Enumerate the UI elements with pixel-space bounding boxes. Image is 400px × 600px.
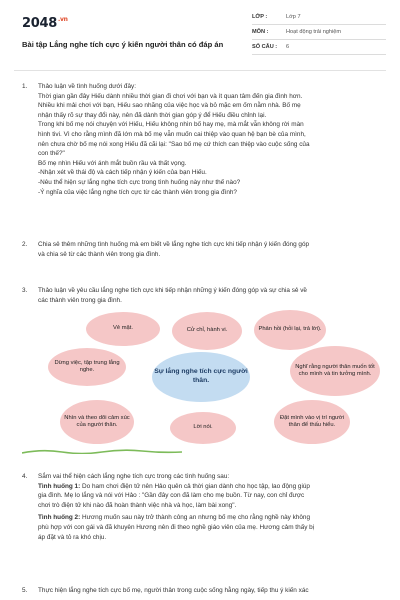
question-line: Thời gian gần đây Hiếu dành nhiều thời gian đi chơi với bạn và ít quan tâm đến gia đình hơn. — [38, 92, 303, 100]
question-body — [38, 240, 382, 259]
page-title: Bài tập Lắng nghe tích cực ý kiến người thân có đáp án — [22, 40, 224, 49]
info-value: Lớp 7 — [286, 14, 301, 20]
mindmap-node: Dừng việc, tập trung lắng nghe. — [48, 348, 126, 386]
question-line: -Nhận xét về thái độ và cách tiếp nhận ý kiến của bạn Hiếu. — [38, 169, 207, 177]
info-row-count — [252, 40, 386, 55]
question-line: gia đình. Mẹ lo lắng và nói với Hảo : "Gần đây con đã làm cho mẹ buồn. Từ nay, con chỉ được — [38, 492, 305, 500]
situation-text: Hương muốn sau này trở thành công an nhưng bố mẹ cho rằng nghề này không — [80, 514, 311, 522]
question-2 — [22, 240, 382, 259]
mindmap-center: Sự lắng nghe tích cực người thân. — [152, 352, 250, 402]
question-3 — [22, 286, 382, 305]
question-5 — [22, 586, 382, 596]
question-1 — [22, 82, 382, 197]
question-number: 3. — [22, 287, 28, 294]
mindmap-node: Vẻ mặt. — [86, 312, 160, 346]
question-line: Thực hiện lắng nghe tích cực bố mẹ, người thân trong cuộc sống hằng ngày, tiếp thu ý kiến xác — [38, 587, 309, 594]
question-line: -Nêu thể hiện sự lắng nghe tích cực trong tình huống này như thế nào? — [38, 178, 241, 186]
question-line: phù hợp với con gái và đã khuyên Hương nên đi theo nghề giáo viên của mẹ. Hương cảm thấy bị — [38, 523, 315, 531]
info-key: LỚP : — [252, 14, 268, 20]
logo-suffix: .vn — [57, 16, 68, 23]
info-value: Hoạt động trải nghiệm — [286, 29, 342, 35]
question-line: áp đặt và tỏ ra khó chịu. — [38, 533, 107, 541]
question-line: Bố mẹ nhìn Hiếu với ánh mắt buồn rầu và thất vọng. — [38, 159, 187, 167]
logo-text: 2048 — [22, 16, 57, 31]
site-logo[interactable] — [22, 16, 68, 31]
situation-text: Do ham chơi điện tử nên Hảo quên cả thời gian dành cho học tập, lao động giúp — [80, 482, 310, 490]
info-key: SỐ CÂU : — [252, 44, 278, 50]
question-line: nhận thấy rõ sự thay đổi này, nên đã dành thời gian góp ý để Hiếu điều chỉnh lại. — [38, 111, 267, 119]
question-line: -Ý nghĩa của việc lắng nghe tích cực từ các thành viên trong gia đình? — [38, 188, 237, 196]
question-line: Nhiều khi mải chơi với bạn, Hiếu sao nhãng của việc học và bỏ mặc em ốm nằm nhà. Bố mẹ — [38, 102, 301, 110]
mindmap-node: Lời nói. — [170, 412, 236, 444]
document-header — [14, 10, 386, 68]
situation-label: Tình huống 1: — [38, 482, 81, 490]
question-line: hình tivi. Vì cho rằng mình đã lớn mà bố mẹ vẫn muốn cai thiệp vào quan hệ bạn bè của mình, — [38, 130, 306, 138]
question-4 — [22, 472, 382, 542]
info-value: 6 — [286, 44, 290, 50]
mind-map — [22, 308, 382, 460]
mindmap-node: Nghĩ rằng người thân muốn tốt cho mình và tin tưởng mình. — [290, 346, 380, 396]
question-body — [38, 286, 382, 305]
info-key: MÔN : — [252, 29, 269, 35]
question-line: và chia sẻ từ các thành viên trong gia đình. — [38, 250, 161, 258]
question-body — [38, 586, 382, 596]
info-row-grade — [252, 10, 386, 25]
question-line: Thảo luận về tình huống dưới đây: — [38, 83, 137, 90]
question-body — [38, 472, 382, 542]
question-line: nên chưa chờ bố mẹ nói xong Hiếu đã cãi lại: "Sao bố mẹ cứ thích can thiệp vào cuộc sống của — [38, 140, 310, 148]
info-row-subject — [252, 25, 386, 40]
question-number: 4. — [22, 473, 28, 480]
question-body — [38, 82, 382, 197]
grass-decoration — [22, 448, 182, 454]
question-number: 5. — [22, 587, 28, 594]
info-table — [252, 10, 386, 55]
header-divider — [14, 70, 386, 71]
question-line — [38, 513, 382, 523]
mindmap-node: Phản hồi (hỏi lại, trả lời). — [254, 310, 326, 350]
question-line: chơi trò điện tử khi nào đã hoàn thành việc nhà và học, làm bài xong". — [38, 501, 237, 509]
question-line: Sắm vai thể hiện cách lắng nghe tích cực trong các tình huống sau: — [38, 473, 230, 480]
situation-label: Tình huống 2: — [38, 514, 81, 522]
question-number: 2. — [22, 241, 28, 248]
question-line: các thành viên trong gia đình. — [38, 296, 122, 304]
question-line: Thảo luận về yêu cầu lắng nghe tích cực khi tiếp nhận những ý kiến đóng góp và sự chia sẻ về — [38, 287, 307, 294]
question-line: con thế?" — [38, 150, 65, 158]
mindmap-node: Đặt mình vào vị trí người thân để thấu hiểu. — [274, 400, 350, 444]
question-line: Chia sẻ thêm những tình huống mà em biết về lắng nghe tích cực khi tiếp nhận ý kiến đóng góp — [38, 241, 310, 248]
question-line: Trong khi bố mẹ nói chuyện với Hiếu, Hiếu không nhìn bố hay mẹ, mà mắt vẫn không rời màn — [38, 121, 304, 129]
question-number: 1. — [22, 83, 28, 90]
mindmap-node: Cử chỉ, hành vi. — [172, 312, 242, 350]
question-line — [38, 482, 382, 492]
mindmap-node: Nhìn và theo dõi cảm xúc của người thân. — [60, 400, 134, 444]
